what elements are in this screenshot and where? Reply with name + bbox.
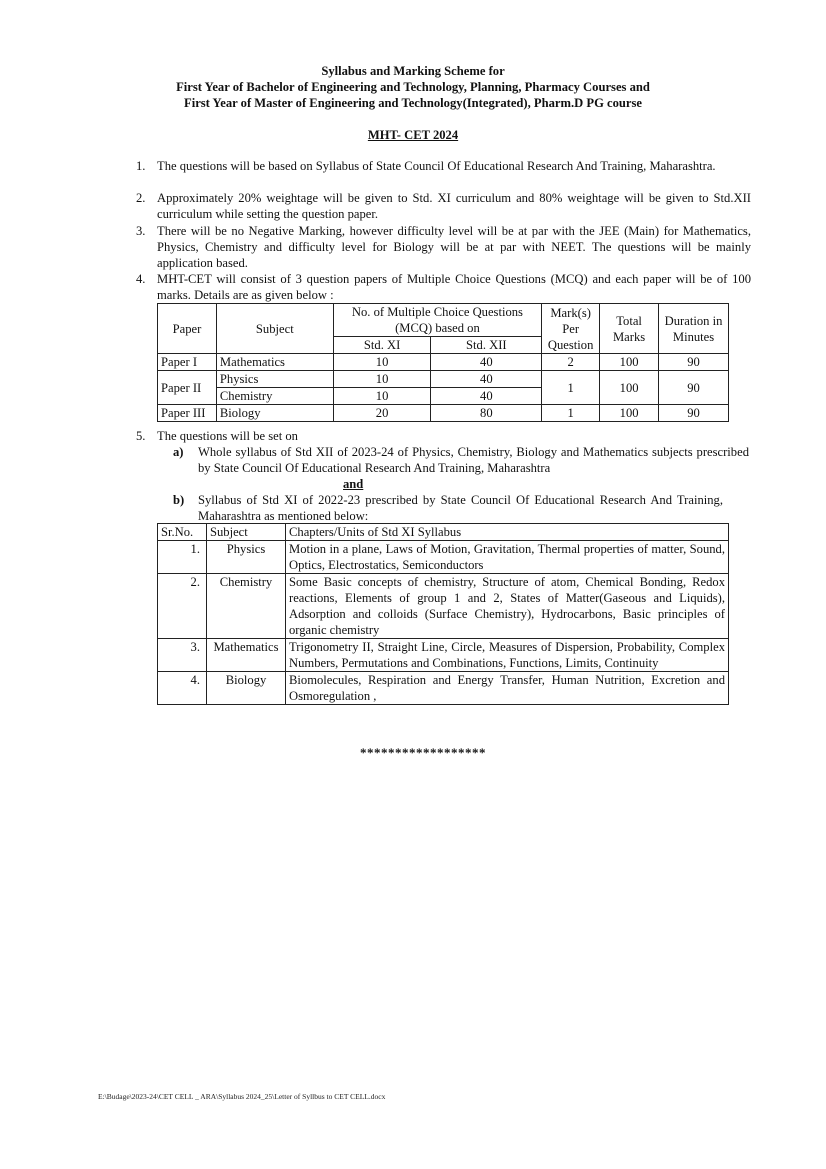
paper-cell: Paper I [158, 354, 217, 371]
exam-title: MHT- CET 2024 [367, 128, 459, 142]
chapters-cell: Motion in a plane, Laws of Motion, Gravitation, Thermal properties of matter, Sound, Optics, Electrostatics, Semiconductors [286, 541, 729, 574]
duration-cell: 90 [659, 405, 729, 422]
total-cell: 100 [600, 371, 659, 405]
paper-cell: Paper II [158, 371, 217, 405]
point-text: The questions will be based on Syllabus of State Council Of Educational Research And Training, Maharashtra. [157, 159, 716, 173]
doc-title-line-3: First Year of Master of Engineering and Technology(Integrated), Pharm.D PG course [184, 96, 642, 110]
point-number: 1. [136, 159, 146, 173]
header-subject: Subject [216, 304, 333, 354]
point-number: 5. [136, 429, 146, 443]
table-row [158, 541, 729, 574]
table-row [158, 405, 729, 422]
subject-cell: Physics [216, 371, 333, 388]
papers-table [157, 303, 729, 422]
point-3 [136, 223, 751, 271]
header-subject: Subject [207, 524, 286, 541]
subject-cell: Chemistry [207, 574, 286, 639]
header-chapters: Chapters/Units of Std XI Syllabus [286, 524, 729, 541]
marks-cell: 1 [542, 405, 600, 422]
std-xi-cell: 20 [333, 405, 431, 422]
header-duration: Duration in Minutes [659, 304, 729, 354]
sub-point-text: Whole syllabus of Std XII of 2023-24 of Physics, Chemistry, Biology and Mathematics subjects prescribed by State Council Of Educational Research And Training, Maharashtra [198, 445, 749, 475]
paper-cell: Paper III [158, 405, 217, 422]
std-xii-cell: 40 [431, 388, 542, 405]
sub-point-a [173, 444, 749, 476]
file-path-footer: E:\Budage\2023-24\CET CELL _ ARA\Syllabus 2024_25\Letter of Syllbus to CET CELL.docx [98, 1092, 386, 1101]
srno-cell: 3. [158, 639, 207, 672]
point-number: 3. [136, 224, 146, 238]
sub-point-label: b) [173, 493, 185, 507]
point-text: The questions will be set on [157, 429, 298, 443]
marks-cell: 1 [542, 371, 600, 405]
table-row [158, 574, 729, 639]
std-xii-cell: 40 [431, 371, 542, 388]
table-row [158, 639, 729, 672]
chapters-cell: Trigonometry II, Straight Line, Circle, Measures of Dispersion, Probability, Complex Numbers, Permutations and Combinations, Functions, Limits, Continuity [286, 639, 729, 672]
duration-cell: 90 [659, 371, 729, 405]
total-cell: 100 [600, 405, 659, 422]
end-separator: ****************** [360, 745, 486, 760]
subject-cell: Mathematics [216, 354, 333, 371]
srno-cell: 4. [158, 672, 207, 705]
syllabus-table [157, 523, 729, 705]
point-5 [136, 428, 751, 444]
doc-title-line-2: First Year of Bachelor of Engineering and Technology, Planning, Pharmacy Courses and [176, 80, 650, 94]
duration-cell: 90 [659, 354, 729, 371]
subject-cell: Mathematics [207, 639, 286, 672]
chapters-cell: Some Basic concepts of chemistry, Structure of atom, Chemical Bonding, Redox reactions, Elements of group 1 and 2, States of Matter(Gaseous and Liquids), Adsorption and colloids (Surface Chemistry), Hydrocarbons, Basic principles of organic chemistry [286, 574, 729, 639]
std-xi-cell: 10 [333, 371, 431, 388]
header-mcq: No. of Multiple Choice Questions (MCQ) based on [333, 304, 541, 337]
table-row [158, 672, 729, 705]
marks-cell: 2 [542, 354, 600, 371]
point-4 [136, 271, 751, 303]
point-text: MHT-CET will consist of 3 question papers of Multiple Choice Questions (MCQ) and each paper will be of 100 marks. Details are as given below : [157, 272, 751, 302]
point-number: 2. [136, 191, 146, 205]
header-srno: Sr.No. [158, 524, 207, 541]
doc-title-line-1: Syllabus and Marking Scheme for [321, 64, 505, 78]
srno-cell: 1. [158, 541, 207, 574]
subject-cell: Physics [207, 541, 286, 574]
std-xi-cell: 10 [333, 354, 431, 371]
header-marks-per-question: Mark(s) Per Question [542, 304, 600, 354]
point-text: Approximately 20% weightage will be given to Std. XI curriculum and 80% weightage will be given to Std.XII curriculum while setting the question paper. [157, 191, 751, 221]
sub-point-text: Syllabus of Std XI of 2022-23 prescribed by State Council Of Educational Research And Training, Maharashtra as mentioned below: [198, 493, 723, 523]
point-number: 4. [136, 272, 146, 286]
subject-cell: Chemistry [216, 388, 333, 405]
std-xii-cell: 80 [431, 405, 542, 422]
point-2 [136, 190, 751, 222]
header-std-xi: Std. XI [333, 337, 431, 354]
table-row [158, 371, 729, 388]
point-text: There will be no Negative Marking, however difficulty level will be at par with the JEE (Main) for Mathematics, Physics, Chemistry and difficulty level for Biology will be at par with NEET. The questions will be mainly application based. [157, 224, 751, 270]
subject-cell: Biology [207, 672, 286, 705]
sub-point-label: a) [173, 445, 184, 459]
table-row [158, 354, 729, 371]
std-xi-cell: 10 [333, 388, 431, 405]
subject-cell: Biology [216, 405, 333, 422]
and-connector: and [343, 477, 364, 491]
sub-point-b [173, 492, 723, 524]
header-total-marks: Total Marks [600, 304, 659, 354]
header-std-xii: Std. XII [431, 337, 542, 354]
std-xii-cell: 40 [431, 354, 542, 371]
srno-cell: 2. [158, 574, 207, 639]
header-paper: Paper [158, 304, 217, 354]
point-1 [136, 158, 751, 174]
total-cell: 100 [600, 354, 659, 371]
chapters-cell: Biomolecules, Respiration and Energy Transfer, Human Nutrition, Excretion and Osmoregulation , [286, 672, 729, 705]
